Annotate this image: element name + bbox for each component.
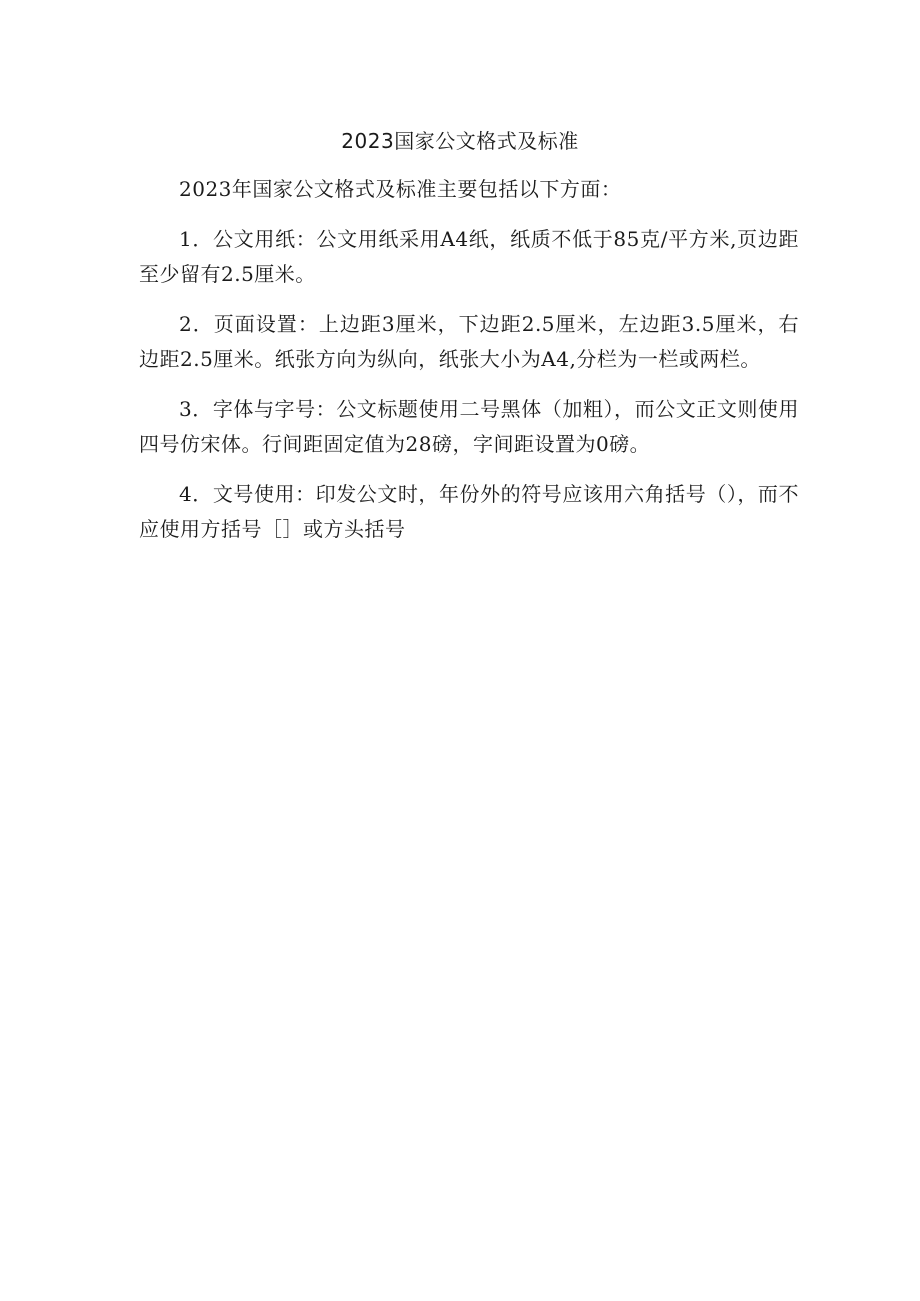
paragraph-fonts: 3．字体与字号：公文标题使用二号黑体（加粗），而公文正文则使用四号仿宋体。行间距固定值为28磅，字间距设置为0磅。 — [139, 397, 799, 456]
paragraph-paper: 1．公文用纸：公文用纸采用A4纸，纸质不低于85克/平方米,页边距至少留有2.5厘米。 — [139, 227, 799, 286]
paragraph-page-setup: 2．页面设置：上边距3厘米，下边距2.5厘米，左边距3.5厘米，右边距2.5厘米。纸张方向为纵向，纸张大小为A4,分栏为一栏或两栏。 — [139, 312, 799, 371]
paragraph-document-number: 4．文号使用：印发公文时，年份外的符号应该用六角括号（），而不应使用方括号［］或方头括号 — [139, 482, 799, 541]
document-body — [139, 172, 799, 562]
intro-paragraph: 2023年国家公文格式及标准主要包括以下方面： — [179, 177, 622, 201]
document-title: 2023国家公文格式及标准 — [341, 129, 579, 153]
